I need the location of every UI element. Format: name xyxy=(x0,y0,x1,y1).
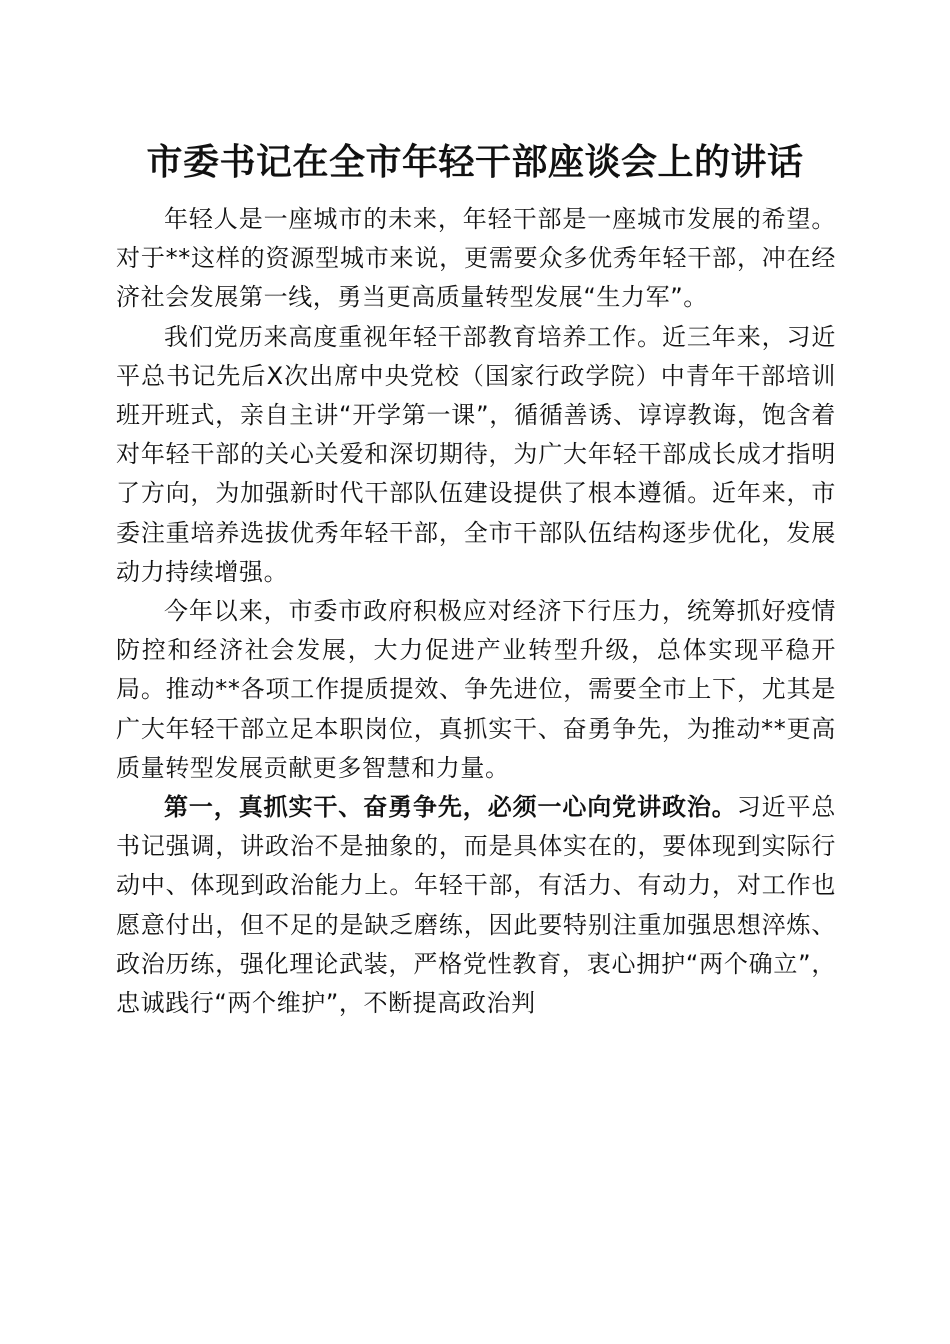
paragraph-3-text: 今年以来，市委市政府积极应对经济下行压力，统筹抓好疫情防控和经济社会发展，大力促进产业转型升级，总体实现平稳开局。推动**各项工作提质提效、争先进位，需要全市上下，尤其是广大年轻干部立足本职岗位，真抓实干、奋勇争先，为推动**更高质量转型发展贡献更多智慧和力量。 xyxy=(116,597,836,782)
paragraph-2-text: 我们党历来高度重视年轻干部教育培养工作。近三年来，习近平总书记先后X次出席中央党校（国家行政学院）中青年干部培训班开班式，亲自主讲“开学第一课”，循循善诱、谆谆教诲，饱含着对年轻干部的关心关爱和深切期待，为广大年轻干部成长成才指明了方向，为加强新时代干部队伍建设提供了根本遵循。近年来，市委注重培养选拔优秀年轻干部，全市干部队伍结构逐步优化，发展动力持续增强。 xyxy=(116,322,836,586)
paragraph-1-text: 年轻人是一座城市的未来，年轻干部是一座城市发展的希望。对于**这样的资源型城市来说，更需要众多优秀年轻干部，冲在经济社会发展第一线，勇当更高质量转型发展“生力军”。 xyxy=(116,205,836,312)
paragraph-4 xyxy=(116,788,836,1023)
paragraph-4-text: 习近平总书记强调，讲政治不是抽象的，而是具体实在的，要体现到实际行动中、体现到政治能力上。年轻干部，有活力、有动力，对工作也愿意付出，但不足的是缺乏磨练，因此要特别注重加强思想淬炼、政治历练，强化理论武装，严格党性教育，衷心拥护“两个确立”，忠诚践行“两个维护”，不断提高政治判 xyxy=(116,793,836,1018)
document-title: 市委书记在全市年轻干部座谈会上的讲话 xyxy=(146,141,804,183)
paragraph-2 xyxy=(116,318,836,592)
paragraph-1 xyxy=(116,200,836,318)
paragraph-4-lead: 第一，真抓实干、奋勇争先，必须一心向党讲政治。 xyxy=(164,793,737,822)
paragraph-3 xyxy=(116,592,836,788)
document-body xyxy=(116,200,836,1023)
